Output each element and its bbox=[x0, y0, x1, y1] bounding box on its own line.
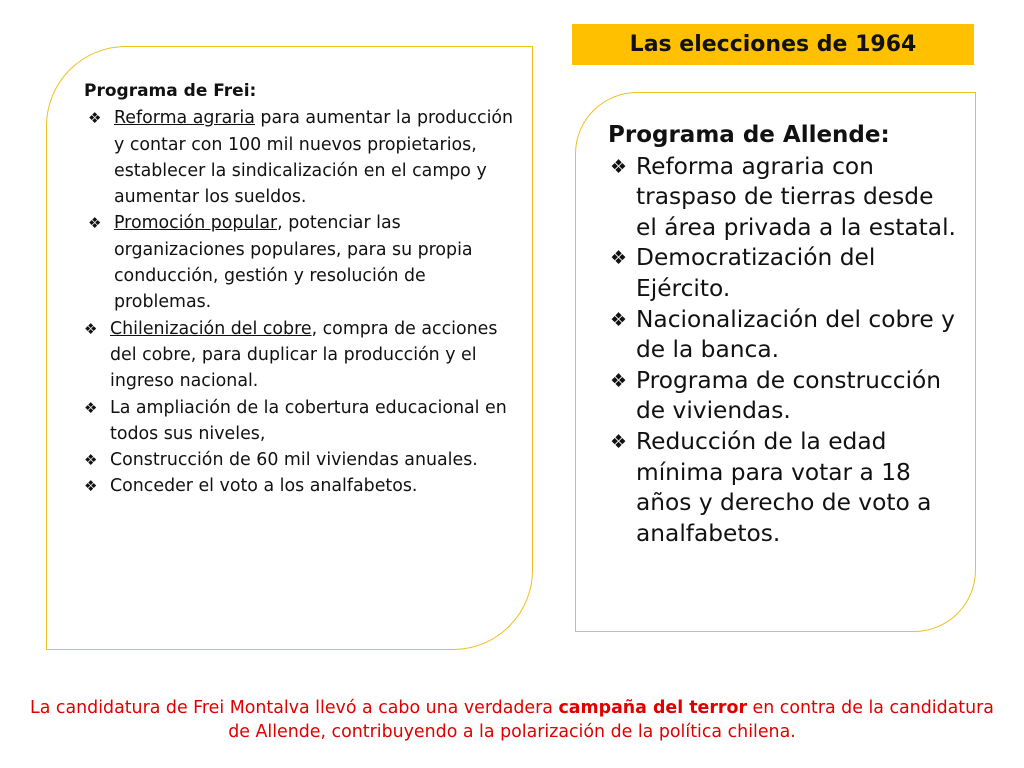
diamond-bullet-icon: ❖ bbox=[610, 369, 628, 392]
frei-item bbox=[84, 395, 514, 448]
slide-title: Las elecciones de 1964 bbox=[629, 32, 917, 57]
frei-item-key: Promoción popular bbox=[114, 213, 278, 234]
frei-item bbox=[84, 316, 514, 395]
allende-heading: Programa de Allende: bbox=[608, 122, 890, 148]
diamond-bullet-icon: ❖ bbox=[610, 430, 628, 453]
frei-item bbox=[84, 447, 514, 473]
frei-item-text: Conceder el voto a los analfabetos. bbox=[110, 476, 418, 497]
diamond-bullet-icon: ❖ bbox=[610, 155, 628, 178]
frei-item-text: Construcción de 60 mil viviendas anuales. bbox=[110, 450, 478, 471]
allende-item-text: Democratización del Ejército. bbox=[636, 244, 876, 302]
allende-program bbox=[608, 120, 958, 549]
frei-heading: Programa de Frei: bbox=[84, 81, 257, 101]
diamond-bullet-icon: ❖ bbox=[88, 214, 102, 233]
frei-list bbox=[84, 105, 514, 499]
frei-item-key: Reforma agraria bbox=[114, 108, 255, 129]
frei-item-key: Chilenización del cobre bbox=[110, 318, 312, 339]
frei-item-text: La ampliación de la cobertura educacional en todos sus niveles, bbox=[110, 397, 507, 444]
allende-item-text: Reforma agraria con traspaso de tierras desde el área privada a la estatal. bbox=[636, 152, 956, 241]
frei-item-text: para aumentar la producción y contar con 100 mil nuevos propietarios, establecer la sindicalización en el campo y aumentar los sueldos. bbox=[114, 108, 514, 208]
caption-text: La candidatura de Frei Montalva llevó a cabo una verdadera bbox=[30, 698, 559, 718]
diamond-bullet-icon: ❖ bbox=[84, 398, 98, 417]
caption-text: en contra de la candidatura de Allende, contribuyendo a la polarización de la política chilena. bbox=[228, 698, 994, 742]
allende-item-text: Nacionalización del cobre y de la banca. bbox=[636, 305, 955, 364]
frei-item bbox=[84, 473, 514, 499]
frei-item-text: , potenciar las organizaciones populares, para su propia conducción, gestión y resolución de problemas. bbox=[114, 213, 473, 313]
allende-item bbox=[608, 427, 958, 549]
diamond-bullet-icon: ❖ bbox=[610, 247, 628, 270]
footer-caption bbox=[20, 696, 1004, 744]
frei-item bbox=[84, 105, 514, 210]
frei-item-text: , compra de acciones del cobre, para duplicar la producción y el ingreso nacional. bbox=[110, 318, 498, 392]
allende-item bbox=[608, 305, 958, 366]
allende-item-text: Programa de construcción de viviendas. bbox=[636, 366, 942, 425]
diamond-bullet-icon: ❖ bbox=[84, 477, 98, 496]
caption-emphasis: campaña del terror bbox=[558, 698, 748, 718]
frei-item bbox=[84, 210, 514, 315]
frei-program bbox=[84, 78, 514, 500]
allende-list bbox=[608, 152, 958, 550]
diamond-bullet-icon: ❖ bbox=[84, 451, 98, 470]
allende-item bbox=[608, 243, 958, 304]
allende-item bbox=[608, 152, 958, 244]
diamond-bullet-icon: ❖ bbox=[84, 319, 98, 338]
diamond-bullet-icon: ❖ bbox=[610, 308, 628, 331]
title-banner bbox=[572, 24, 974, 65]
diamond-bullet-icon: ❖ bbox=[88, 109, 102, 128]
allende-item-text: Reducción de la edad mínima para votar a 18 años y derecho de voto a analfabetos. bbox=[636, 427, 932, 547]
allende-item bbox=[608, 366, 958, 427]
